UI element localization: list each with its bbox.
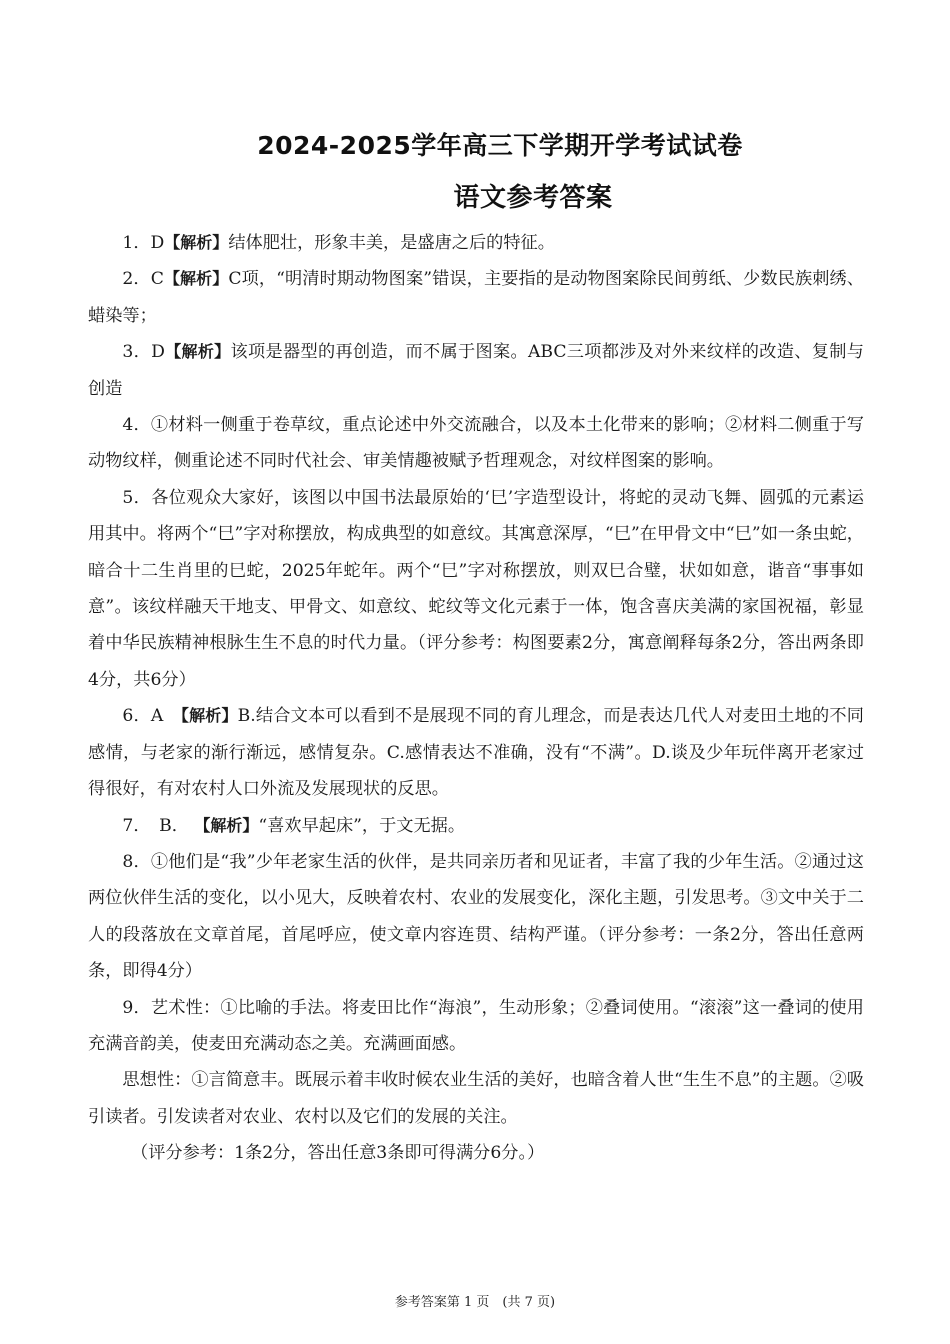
answer-2-number: 2．C [122,269,164,290]
answer-9-thought: 思想性：①言简意丰。既展示着丰收时候农业生活的美好，也暗含着人世“生生不息”的主题。②吸引读者。引发读者对农业、农村以及它们的发展的关注。 [88,1070,864,1127]
answer-4: 4．①材料一侧重于卷草纹，重点论述中外交流融合，以及本土化带来的影响；②材料二侧重于写动物纹样，侧重论述不同时代社会、审美情趣被赋予哲理观念，对纹样图案的影响。 [88,415,864,472]
answer-6 [88,698,864,807]
analysis-tag: 【解析】 [180,706,238,726]
answer-list [88,225,864,1172]
answer-9-art: 9．艺术性：①比喻的手法。将麦田比作“海浪”，生动形象；②叠词使用。“滚滚”这一叠词的使用充满音韵美，使麦田充满动态之美。充满画面感。 [88,997,864,1054]
answer-1-text: 结体肥壮，形象丰美，是盛唐之后的特征。 [228,233,555,253]
exam-title: 2024-2025学年高三下学期开学考试试卷 [257,131,743,160]
analysis-tag: 【解析】 [163,269,229,289]
answer-3 [88,334,864,407]
answer-7-number: 7． B． [122,815,189,836]
answer-5: 5．各位观众大家好，该图以中国书法最原始的‘巳’字造型设计，将蛇的灵动飞舞、圆弧的元素运用其中。将两个“巳”字对称摆放，构成典型的如意纹。其寓意深厚，“巳”在甲骨文中“巳”如一条虫蛇，暗合十二生肖里的巳蛇，2025年蛇年。两个“巳”字对称摆放，则双巳合璧，状如如意，谐音“事事如意”。该纹样融天干地支、甲骨文、如意纹、蛇纹等文化元素于一体，饱含喜庆美满的家国祝福，彰显着中华民族精神根脉生生不息的时代力量。（评分参考：构图要素2分，寓意阐释每条2分，答出两条即4分，共6分） [88,487,864,690]
page-footer: 参考答案第 1 页 (共 7 页) [394,1295,556,1310]
analysis-tag: 【解析】 [194,815,259,835]
answer-6-text: B.结合文本可以看到不是展现不同的育儿理念，而是表达几代人对麦田土地的不同感情，与老家的渐行渐远，感情复杂。C.感情表达不准确，没有“不满”。D.谈及少年玩伴离开老家过得很好，有对农村人口外流及发展现状的反思。 [88,706,864,800]
answer-1 [88,225,864,261]
answer-6-number: 6．A [122,706,181,727]
answer-3-number: 3．D [122,342,165,363]
analysis-tag: 【解析】 [164,342,231,362]
answer-1-number: 1．D [122,233,165,253]
answer-2-text: C项，“明清时期动物图案”错误，主要指的是动物图案除民间剪纸、少数民族刺绣、蜡染等； [88,269,864,326]
answer-8: 8．①他们是“我”少年老家生活的伙伴，是共同亲历者和见证者，丰富了我的少年生活。②通过这两位伙伴生活的变化，以小见大，反映着农村、农业的发展变化，深化主题，引发思考。③文中关于二人的段落放在文章首尾，首尾呼应，使文章内容连贯、结构严谨。（评分参考：一条2分，答出任意两条，即得4分） [88,851,864,982]
answer-2 [88,261,864,334]
answer-7 [88,808,864,844]
analysis-tag: 【解析】 [164,233,229,252]
answer-7-text: “喜欢早起床”，于文无据。 [258,815,466,836]
answer-3-text: 该项是器型的再创造，而不属于图案。ABC三项都涉及对外来纹样的改造、复制与创造 [88,342,864,399]
answer-9-scoring: （评分参考：1条2分，答出任意3条即可得满分6分。） [131,1143,545,1164]
answer-key-title: 语文参考答案 [453,183,613,213]
